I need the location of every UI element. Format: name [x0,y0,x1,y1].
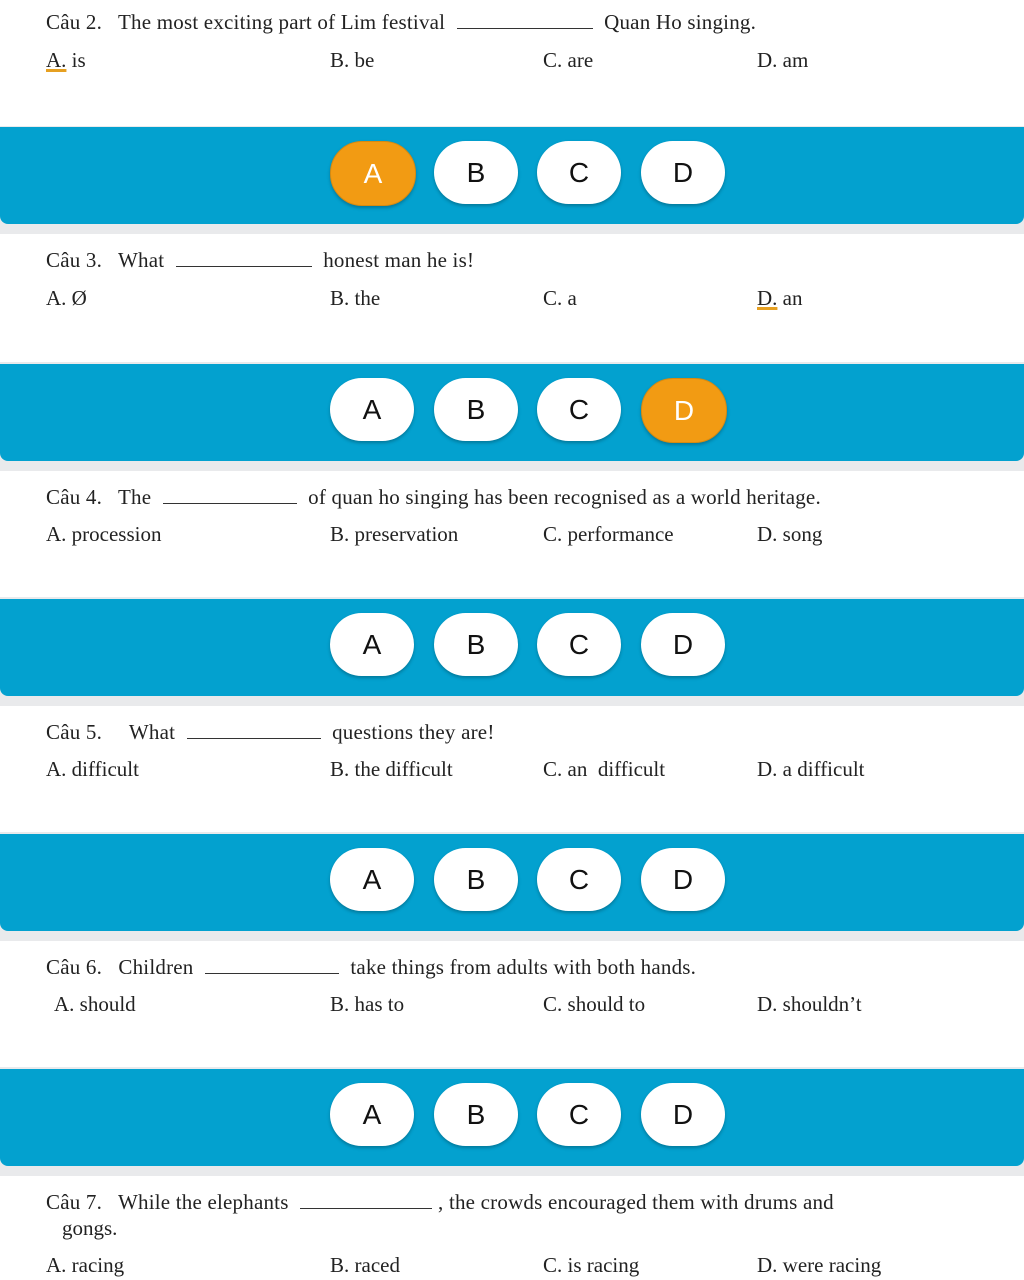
option-a [46,757,139,782]
answer-bar [0,1069,1024,1166]
answer-button-a[interactable]: A [330,378,414,441]
answer-button-d[interactable]: D [641,141,725,204]
option-text: has to [354,992,405,1016]
answer-button-d[interactable]: D [641,378,727,443]
option-letter: A. [46,48,67,72]
option-letter: B. [330,286,350,310]
question-after: of quan ho singing has been recognised as a world heritage. [308,485,821,509]
answer-button-c[interactable]: C [537,378,621,441]
option-d [757,522,822,547]
question-continuation: gongs. [62,1216,118,1240]
question-text [46,720,495,745]
answer-bar [0,364,1024,461]
option-text: be [354,48,375,72]
option-d [757,48,808,73]
option-b [330,992,404,1017]
option-c [543,522,674,547]
option-text: is racing [567,1253,640,1277]
question-after: Quan Ho singing. [604,10,757,34]
question-number: Câu 2. [46,10,103,34]
option-text: the difficult [354,757,453,781]
option-d [757,992,862,1017]
question-card [0,1176,1024,1280]
answer-bar [0,127,1024,224]
answer-button-c[interactable]: C [537,141,621,204]
question-card [0,234,1024,362]
option-b [330,522,458,547]
option-text: should to [567,992,646,1016]
question-number: Câu 3. [46,248,103,272]
option-a [46,522,162,547]
question-number: Câu 4. [46,485,103,509]
option-letter: C. [543,286,563,310]
question-before: Children [118,955,194,979]
answer-button-c[interactable]: C [537,613,621,676]
option-letter: A. [46,757,67,781]
answer-button-b[interactable]: B [434,141,518,204]
answer-button-a[interactable]: A [330,1083,414,1146]
option-c [543,1253,639,1278]
option-letter: C. [543,1253,563,1277]
option-letter: D. [757,992,778,1016]
option-text: were racing [782,1253,882,1277]
answer-blank [300,1194,432,1209]
option-c [543,286,577,311]
option-text: Ø [71,286,87,310]
answer-button-a[interactable]: A [330,848,414,911]
answer-bar [0,599,1024,696]
answer-button-b[interactable]: B [434,848,518,911]
question-card [0,941,1024,1067]
option-text: the [354,286,381,310]
option-text: racing [71,1253,125,1277]
question-after: honest man he is! [323,248,475,272]
option-text: shouldn’t [782,992,862,1016]
option-b [330,757,453,782]
option-letter: A. [46,1253,67,1277]
option-letter: D. [757,522,778,546]
option-text: raced [354,1253,400,1277]
option-letter: A. [46,286,67,310]
option-c [543,757,665,782]
option-d [757,286,803,311]
option-letter: C. [543,992,563,1016]
option-text: am [782,48,809,72]
option-text: an [782,286,803,310]
answer-blank [163,489,297,504]
option-c [543,992,645,1017]
answer-button-d[interactable]: D [641,613,725,676]
option-a [46,1253,124,1278]
question-before: While the elephants [118,1190,289,1214]
question-text [46,10,756,35]
option-letter: D. [757,757,778,781]
option-letter: B. [330,48,350,72]
question-card [0,0,1024,126]
answer-button-c[interactable]: C [537,1083,621,1146]
option-text: should [79,992,136,1016]
option-letter: D. [757,48,778,72]
answer-button-d[interactable]: D [641,1083,725,1146]
option-text: a [567,286,577,310]
option-text: performance [567,522,674,546]
option-text: an difficult [567,757,666,781]
option-text: difficult [71,757,139,781]
option-letter: B. [330,992,350,1016]
answer-button-b[interactable]: B [434,613,518,676]
option-text: a difficult [782,757,865,781]
option-c [543,48,593,73]
option-letter: B. [330,757,350,781]
question-before: What [118,248,165,272]
question-before: What [128,720,176,744]
answer-blank [457,14,593,29]
option-letter: C. [543,522,563,546]
option-letter: D. [757,286,778,310]
question-number: Câu 7. [46,1190,103,1214]
option-letter: C. [543,757,563,781]
answer-button-b[interactable]: B [434,1083,518,1146]
question-text [46,1190,834,1215]
option-a [46,48,86,73]
question-after: , the crowds encouraged them with drums and [438,1190,834,1214]
question-card [0,706,1024,832]
answer-button-a[interactable]: A [330,613,414,676]
option-letter: A. [54,992,75,1016]
question-text [46,485,821,510]
option-b [330,1253,400,1278]
option-text: is [71,48,86,72]
answer-button-d[interactable]: D [641,848,725,911]
question-before: The [118,485,152,509]
option-letter: B. [330,522,350,546]
answer-blank [187,724,321,739]
option-letter: C. [543,48,563,72]
question-number: Câu 6. [46,955,103,979]
question-before: The most exciting part of Lim festival [118,10,446,34]
answer-blank [205,959,339,974]
option-letter: A. [46,522,67,546]
question-number: Câu 5. [46,720,103,744]
option-text: are [567,48,594,72]
question-card [0,471,1024,597]
question-text [46,955,696,980]
question-text [46,248,474,273]
answer-bar [0,834,1024,931]
question-after: take things from adults with both hands. [350,955,697,979]
answer-button-b[interactable]: B [434,378,518,441]
option-b [330,286,380,311]
option-a [54,992,136,1017]
option-letter: B. [330,1253,350,1277]
option-text: song [782,522,823,546]
option-text: procession [71,522,162,546]
option-letter: D. [757,1253,778,1277]
answer-button-c[interactable]: C [537,848,621,911]
answer-button-a[interactable]: A [330,141,416,206]
option-d [757,1253,881,1278]
question-after: questions they are! [332,720,495,744]
option-b [330,48,374,73]
option-a [46,286,87,311]
answer-blank [176,252,312,267]
option-text: preservation [354,522,459,546]
option-d [757,757,865,782]
